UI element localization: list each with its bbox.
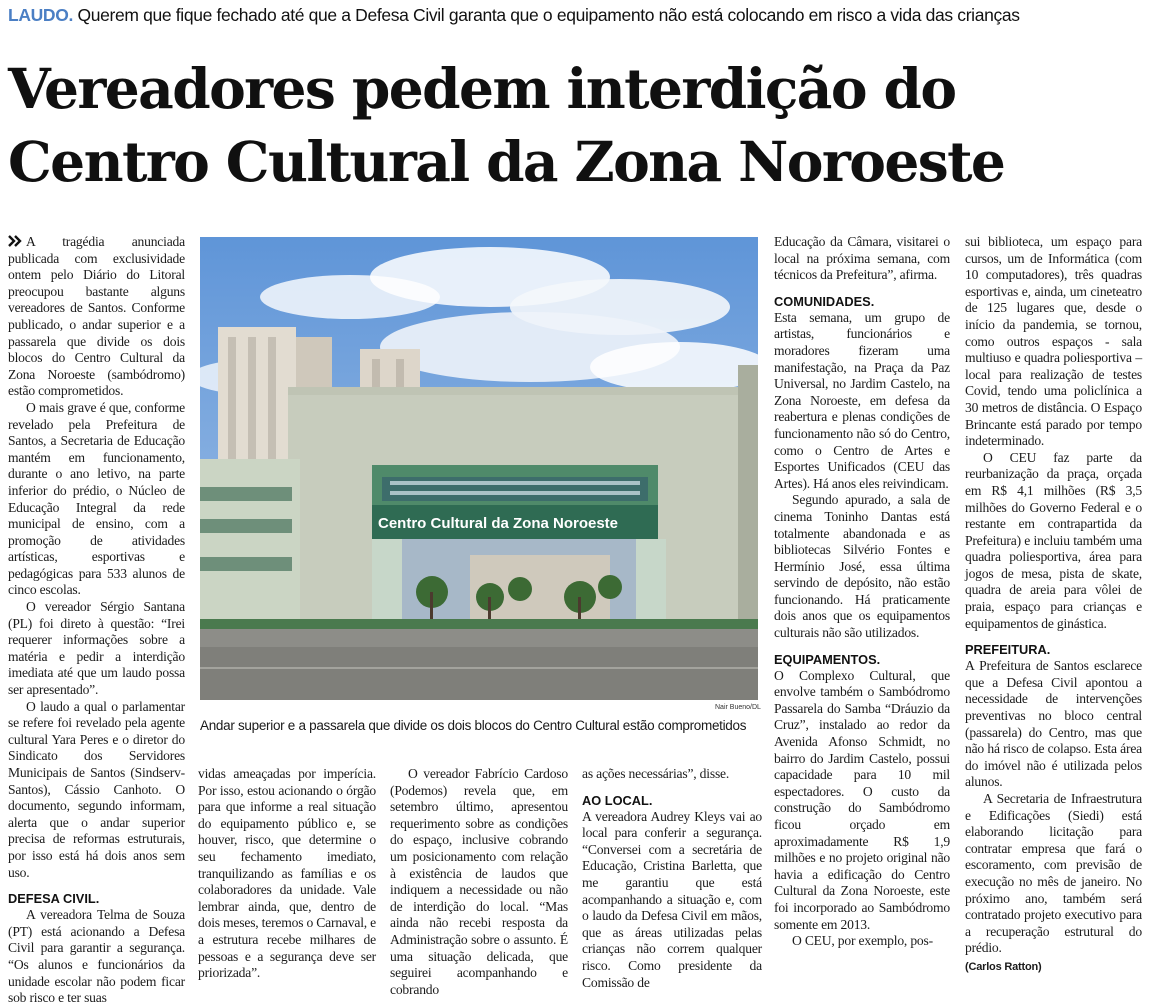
paragraph: O laudo a qual o parlamentar se refere foi revelado pela agente cultural Yara Peres e o diretor do Sindicato dos Servidores Municipais de Santos (Sindserv-Santos), Cássio Canhoto. O documento, segundo informam, alerta que o andar superior precisa de reformas estruturais, por isso está há dois anos sem uso. [8,698,185,880]
headline-line-2: Centro Cultural da Zona Noroeste [8,129,1005,194]
paragraph: Segundo apurado, a sala de cinema Toninho Dantas está totalmente abandonada e as bibliotecas Silvério Fontes e Hermínio José, essa última servindo de depósito, não estão funcionando. Há praticamente dois anos que os equipamentos culturais não são utilizados. [774,492,950,641]
article-column-4 [582,766,762,991]
chevron-right-icon [8,235,22,247]
paragraph: vidas ameaçadas por imperícia. Por isso, estou acionando o órgão para que informe a real situação do equipamento público e, se houver, risco, que determine o seu fechamento imediato, tranquilizando as famílias e os colaboradores da unidade. Vale lembrar ainda, que, dentro de dois meses, teremos o Carnaval, e a estrutura recebe milhares de pessoas e a segurança deve ser priorizada”. [198,766,376,981]
building-sign-text: Centro Cultural da Zona Noroeste [378,515,619,532]
paragraph: sui biblioteca, um espaço para cursos, um de Informática (com 10 computadores), três quadras esportivas e, ainda, um cineteatro de 125 lugares que, desde o início da pandemia, se tornou, como outros espaços - sala multiuso e quadra poliesportiva – local para realização de testes Covid, tendo uma policlínica a 30 metros de distância. O Espaço Brincante está parado por tempo indeterminado. [965,234,1142,449]
headline [8,52,1143,198]
photo-credit: Nair Bueno/DL [715,704,761,711]
author-signature: (Carlos Ratton) [965,960,1042,973]
article-column-1 [8,234,185,1007]
kicker-tag: LAUDO. [8,5,73,25]
article-column-6 [965,234,1142,976]
paragraph: O vereador Fabrício Cardoso (Podemos) revela que, em setembro último, apresentou requerimento sobre as condições do espaço, inclusive cobrando um posicionamento com relação à existência de laudos que indiquem a necessidade ou não de interdição do local. “Mas ainda não recebi resposta da Administração sobre o assunto. É uma situação delicada, que seguirei acompanhando e cobrando [390,766,568,997]
paragraph: O vereador Sérgio Santana (PL) foi direto à questão: “Irei requerer informações sobre a matéria e pedir a interdição imediata até que um laudo possa ser apresentado”. [8,599,185,698]
paragraph: A vereadora Audrey Kleys vai ao local para conferir a segurança. “Conversei com a secretária de Educação, Cristina Barletta, que me garantiu que está acompanhando a situação e, com o laudo da Defesa Civil em mãos, que as áreas utilizadas pelas crianças não correm qualquer risco. Como presidente da Comissão de [582,808,762,990]
kicker-text: Querem que fique fechado até que a Defesa Civil garanta que o equipamento não está colocando em risco a vida das crianças [77,5,1020,25]
photo-caption: Andar superior e a passarela que divide os dois blocos do Centro Cultural estão comprometidos [200,718,747,733]
article-column-3 [390,766,568,998]
paragraph: O CEU faz parte da reurbanização da praça, orçada em R$ 4,1 milhões (R$ 3,5 milhões do Governo Federal e o restante em contrapartida da Prefeitura) e incluiu também uma quadra poliesportiva, área para jogos de mesa, pista de skate, quadra de areia para vôlei de praia, espaço para crianças e equipamentos de ginástica. [965,449,1142,631]
section-heading: EQUIPAMENTOS. [774,651,881,667]
section-heading: AO LOCAL. [582,792,653,808]
section-heading: PREFEITURA. [965,642,1051,658]
paragraph: O mais grave é que, conforme revelado pela Prefeitura de Santos, a Secretaria de Educação mantém em funcionamento, durante o ano letivo, na parte inferior do prédio, o Núcleo de Educação Integral da rede municipal de ensino, com a promoção de atividades artísticas, esportivas e pedagógicas para 533 alunos de cinco escolas. [8,399,185,598]
paragraph: Esta semana, um grupo de artistas, funcionários e moradores fizeram uma manifestação, na Praça da Paz Universal, no Jardim Castelo, na Zona Noroeste, em defesa da reabertura e plenas condições de funcionamento não só do Centro, como o Centro de Artes e Esportes Unificados (CEU das Artes). Há anos eles reivindicam. [774,309,950,491]
paragraph-text: A tragédia anunciada publicada com exclusividade ontem pelo Diário do Litoral preocupou bastante alguns vereadores de Santos. Conforme publicado, o andar superior e a passarela que divide os dois blocos do Centro Cultural da Zona Noroeste (sambódromo) estão comprometidos. [8,234,185,399]
building-photo [200,237,758,700]
article-column-2 [198,766,376,982]
paragraph [8,234,185,400]
section-heading: COMUNIDADES. [774,293,875,309]
article-column-5 [774,234,950,950]
paragraph: O CEU, por exemplo, pos- [792,933,933,949]
paragraph: O Complexo Cultural, que envolve também o Sambódromo Passarela do Samba “Dráuzio da Cruz”, instalado ao redor da Avenida Afonso Schmidt, no bairro do Jardim Castelo, possui capacidade para 10 mil espectadores. O custo da construção do Sambódromo ficou orçado em aproximadamente R$ 1,9 milhões e no projeto original não havia a edificação do Centro Cultural da Zona Noroeste, este foi incorporado ao Sambódromo somente em 2013. [774,667,950,932]
paragraph: A vereadora Telma de Souza (PT) está acionando a Defesa Civil para garantir a segurança. “Os alunos e funcionários da unidade escolar não podem ficar sob risco e ter suas [8,907,185,1006]
paragraph: Educação da Câmara, visitarei o local na próxima semana, com técnicos da Prefeitura”, afirma. [774,234,950,283]
paragraph: A Secretaria de Infraestrutura e Edificações (Siedi) está elaborando licitação para contratar empresa que fará o escoramento, com previsão de execução no mês de janeiro. No próximo ano, também será contratado projeto executivo para a recuperação estrutural do prédio. [965,791,1142,956]
kicker [8,4,1143,26]
headline-line-1: Vereadores pedem interdição do [8,56,956,121]
paragraph: A Prefeitura de Santos esclarece que a Defesa Civil apontou a necessidade de intervenções preventivas no bloco central (passarela) do Centro, mas que não há risco de colapso. Esta área do imóvel não é utilizada pelos alunos. [965,658,1142,790]
section-heading: DEFESA CIVIL. [8,891,100,907]
article-photo [200,237,758,700]
paragraph: as ações necessárias”, disse. [582,766,730,781]
